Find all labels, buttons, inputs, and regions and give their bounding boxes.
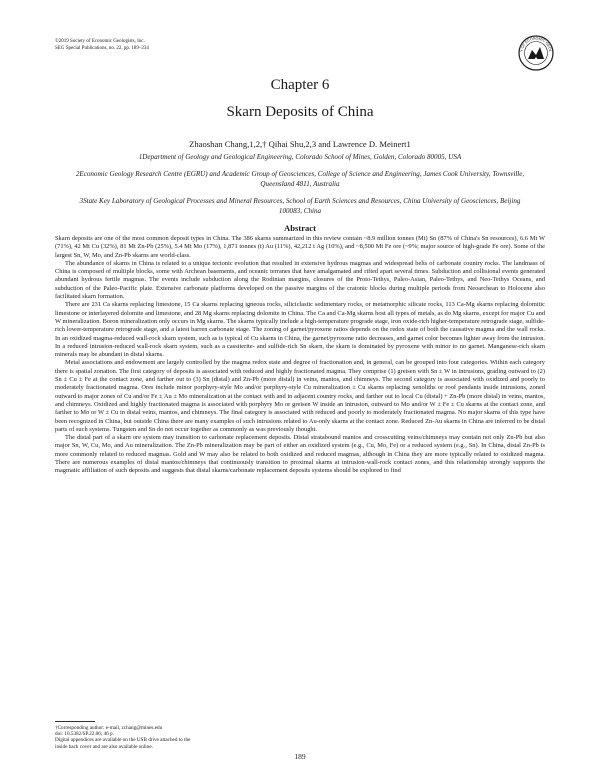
footnote-divider [55,721,95,722]
abstract-heading: Abstract [284,223,316,233]
footnote [55,725,190,750]
seg-seal-logo [518,35,554,71]
doi-line: doi: 10.5382/SP.22.06; 46 p. [55,731,114,738]
abstract-paragraph: Skarn deposits are one of the most common deposit types in China. The 386 skarns summarized in this review contain ~8.9 million tonnes (Mt) Sn (87% of China's Sn resources), 6.6 Mt W (71%), 42 Mt Cu (32%), 81 Mt Zn-Pb (25%), 5.4 Mt Mo (17%), 1,871 tonnes (t) Au (11%), 42,212 t Ag (10%), and ~8,500 Mt Fe ore (~9%; major source of high-grade Fe ore). Some of the largest Sn, W, Mo, and Zn-Pb skarns are world-class. [55,235,545,259]
abstract-paragraph: There are 231 Ca skarns replacing limestone, 15 Ca skarns replacing igneous rocks, siliciclastic sedimentary rocks, or metamorphic silicate rocks, 113 Ca-Mg skarns replacing dolomitic limestone or interlayered dolomite and limestone, and 28 Mg skarns replacing dolomite in China. The Ca and Ca-Mg skarns host all types of metals, as do Mg skarns, except for major Cu and W mineralization. Boron mineralization only occurs in Mg skarns. The skarns typically include a high-temperature prograde stage, iron oxide-rich higher-temperature retrograde stage, sulfide-rich lower-temperature retrograde stage, and a latest barren carbonate stage. The zoning of garnet/pyroxene ratios depends on the redox state of both the causative magma and the wall rocks. In an oxidized magma-reduced wall-rock skarn system, such as is typical of Cu skarns in China, the garnet/pyroxene ratio decreases, and garnet color becomes lighter away from the intrusion. In a reduced intrusion-reduced wall-rock skarn system, such as a cassiterite- and sulfide-rich Sn skarn, the skarn is dominated by pyroxene with minor to no garnet. Manganese-rich skarn minerals may be abundant in distal skarns. [55,301,545,359]
abstract-paragraph: The abundance of skarns in China is related to a unique tectonic evolution that resulted in extensive hydrous magmas and widespread belts of carbonate country rocks. The landmass of China is composed of multiple blocks, some with Archean basements, and oceanic terranes that have amalgamated and rifted apart several times. Subduction and collisional events generated abundant hydrous fertile magmas. The events include subduction along the Rodinian margins, closures of the Proto-Tethys, Paleo-Asian, Paleo-Tethys, and Neo-Tethys Oceans, and subduction of the Paleo-Pacific plate. Extensive carbonate platforms developed on the passive margins of the cratonic blocks during multiple periods from Neoarchean to Holocene also facilitated skarn formation. [55,259,545,301]
copyright-notice [55,39,149,52]
abstract-body [55,235,545,476]
svg-text:SOCIETY OF ECONOMIC GEOLOGISTS: Y OF ECONOMIC GEOL [519,36,553,53]
publication-line: SEG Special Publications, no. 22, pp. 189–234 [55,45,149,51]
affiliation-3: 3State Key Laboratory of Geological Processes and Mineral Resources, School of Earth Sciences and Resources, China University of Geosciences, Beijing 100083, China [79,197,521,215]
corresponding-author-line: †Corresponding author: e-mail, zchang@mines.edu [55,725,163,731]
chapter-label: Chapter 6 [270,77,330,93]
abstract-paragraph: Metal associations and endowment are largely controlled by the magma redox state and degree of fractionation and, in general, can be grouped into four categories. Within each category there is spatial zonation. The first category of deposits is associated with reduced and highly fractionated magma. They comprise (1) greisen with Sn ± W in intrusions, grading outward to (2) Sn ± Cu ± Fe at the contact zone, and farther out to (3) Sn (distal) and Zn-Pb (more distal) in veins, mantos, and chimneys. The second category is associated with oxidized and poorly to moderately fractionated magma. Ores include minor porphyry-style Mo and/or porphyry-style Cu mineralization ± Cu skarns replacing xenoliths or roof pendants inside intrusions, zoned outward to major zones of Cu and/or Fe ± Au ± Mo mineralization at the contact with and in adjacent country rocks, and farther out to local Cu (distal) + Zn-Pb (more distal) in veins, mantos, and chimneys. Oxidized and highly fractionated magma is associated with porphyry Mo or greisen W inside an intrusion, outward to Mo and/or W ± Fe ± Cu skarns at the contact zone, and farther to Mo or W ± Cu in distal veins, mantos, and chimneys. The final category is associated with reduced and poorly to moderately fractionated magma. No major skarns of this type have been recognized in China, but outside China there are many examples of such intrusions related to Au-only skarns at the contact zone. Reduced Zn-Au skarns in China are inferred to be distal parts of such systems. Tungsten and Sn do not occur together as commonly as was previously thought. [55,359,545,433]
author-list: Zhaoshan Chang,1,2,† Qihai Shu,2,3 and Lawrence D. Meinert1 [189,139,411,149]
appendix-note-line: inside back cover and are also available online. [55,743,153,750]
paper-title: Skarn Deposits of China [226,104,374,120]
copyright-line: ©2019 Society of Economic Geologists, Inc. [55,39,145,44]
affiliation-2: 2Economic Geology Research Centre (EGRU) and Academic Group of Geosciences, College of Science and Engineering, James Cook University, Townsville, Queensland 4811, Australia [75,170,525,188]
appendix-note-line: Digital appendices are available on the USB drive attached to the [55,737,191,744]
affiliation-1: 1Department of Geology and Geological Engineering, Colorado School of Mines, Golden, Colorado 80005, USA [138,153,462,161]
abstract-paragraph: The distal part of a skarn ore system may transition to carbonate replacement deposits. Distal stratabound mantos and crosscutting veins/chimneys may contain not only Zn-Pb but also major Sn, W, Cu, Mo, and Au mineralization. The Zn-Pb mineralization may be part of either an oxidized system (e.g., Cu, Mo, Fe) or a reduced system (e.g., Sn). In China, distal Zn-Pb is more commonly related to reduced magmas. Gold and W may also be related to both oxidized and reduced magmas, although in China they are more typically related to oxidized magma. There are numerous examples of distal mantos/chimneys that continuously transition to proximal skarns at intrusion-wall-rock contact zones, and this relationship strongly supports the magmatic affiliation of such deposits and suggests that distal skarns/carbonate replacement deposits systems should be explored to find [55,434,545,475]
page-number: 189 [294,752,306,761]
